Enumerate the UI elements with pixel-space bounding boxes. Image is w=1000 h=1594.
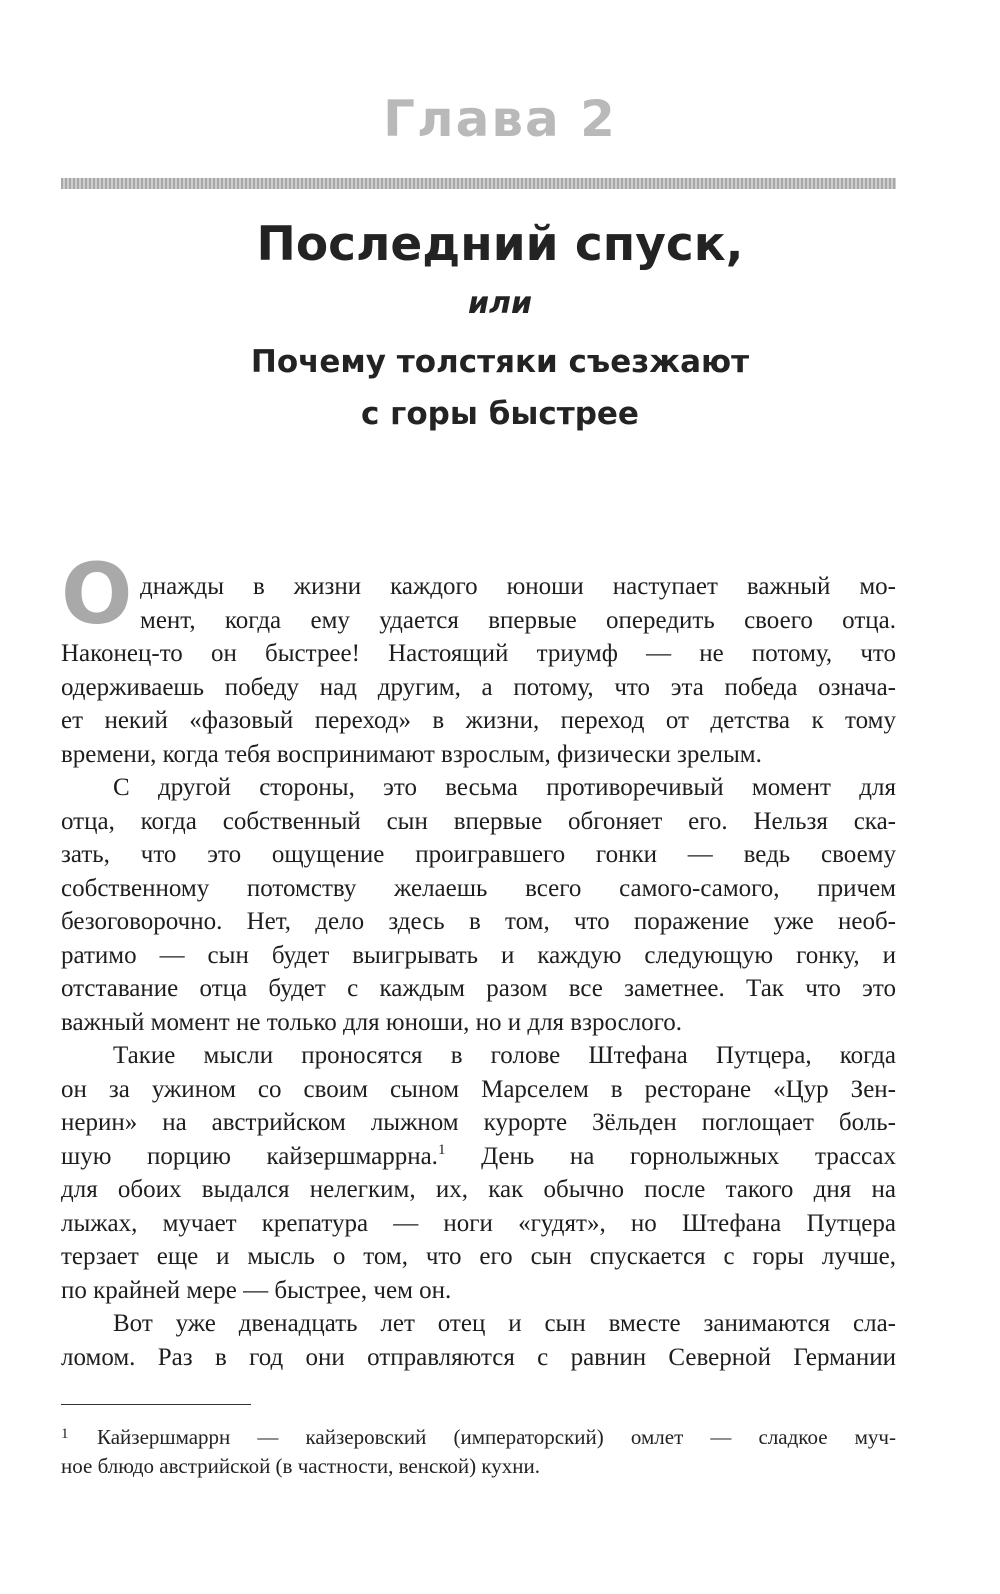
text-line: по крайней мере — быстрее, чем он. — [61, 1276, 452, 1304]
text-fragment: шую порцию кайзершмаррна. — [61, 1142, 438, 1170]
text-line: терзает еще и мысль о том, что его сын спускается с горы лучше, — [61, 1243, 896, 1270]
text-line: времени, когда тебя воспринимают взрослым, физически зрелым. — [61, 740, 762, 768]
body-text — [61, 570, 896, 1374]
footnote-line: ное блюдо австрийской (в частности, венской) кухни. — [61, 1454, 541, 1478]
chapter-title: Последний спуск, — [256, 217, 744, 272]
footnote-line — [61, 1418, 896, 1450]
text-line: днажды в жизни каждого юноши наступает важный мо- — [140, 573, 896, 600]
text-line: он за ужином со своим сыном Марселем в ресторане «Цур Зен- — [61, 1075, 896, 1103]
chapter-divider — [61, 178, 896, 189]
text-line: ратимо — сын будет выигрывать и каждую следующую гонку, и — [61, 941, 896, 969]
text-line: ломом. Раз в год они отправляются с равнин Северной Германии — [61, 1343, 896, 1371]
footnote — [61, 1418, 896, 1482]
text-line: Такие мысли проносятся в голове Штефана Путцера, когда — [113, 1042, 896, 1069]
text-line: лыжах, мучает крепатура — ноги «гудят», но Штефана Путцера — [61, 1209, 896, 1237]
text-line: одерживаешь победу над другим, а потому, что эта победа означа- — [61, 673, 896, 701]
footnote-divider — [61, 1404, 251, 1405]
text-line: С другой стороны, это весьма противоречивый момент для — [113, 774, 896, 801]
text-line: отца, когда собственный сын впервые обгоняет его. Нельзя ска- — [61, 807, 896, 835]
drop-cap: О — [61, 545, 133, 643]
text-line: Наконец-то он быстрее! Настоящий триумф — не потому, что — [61, 640, 896, 667]
text-line: Вот уже двенадцать лет отец и сын вместе занимаются сла- — [113, 1310, 896, 1337]
text-line: собственному потомству желаешь всего самого-самого, причем — [61, 874, 896, 902]
text-fragment: День на горнолыжных трассах — [445, 1142, 896, 1170]
subtitle-line: с горы быстрее — [361, 396, 639, 432]
chapter-subtitle — [0, 336, 1000, 440]
footnote-text: Кайзершмаррн — кайзеровский (императорский) омлет — сладкое муч- — [97, 1425, 896, 1449]
title-conjunction: или — [467, 286, 532, 321]
text-line: ет некий «фазовый переход» в жизни, переход от детства к тому — [61, 707, 896, 734]
chapter-label: Глава 2 — [383, 90, 617, 148]
footnote-marker: 1 — [437, 1141, 446, 1158]
text-line: для обоих выдался нелегким, их, как обычно после такого дня на — [61, 1176, 896, 1203]
text-line: отставание отца будет с каждым разом все заметнее. Так что это — [61, 975, 896, 1002]
subtitle-line: Почему толстяки съезжают — [250, 344, 750, 380]
footnote-number: 1 — [61, 1426, 69, 1442]
text-line: мент, когда ему удается впервые опередить своего отца. — [140, 606, 896, 634]
text-line: безоговорочно. Нет, дело здесь в том, что поражение уже необ- — [61, 908, 896, 935]
text-line: зать, что это ощущение проигравшего гонки — ведь своему — [61, 841, 896, 868]
text-line: нерин» на австрийском лыжном курорте Зёльден поглощает боль- — [61, 1109, 896, 1136]
text-line — [61, 1140, 896, 1174]
text-line: важный момент не только для юноши, но и для взрослого. — [61, 1008, 683, 1036]
